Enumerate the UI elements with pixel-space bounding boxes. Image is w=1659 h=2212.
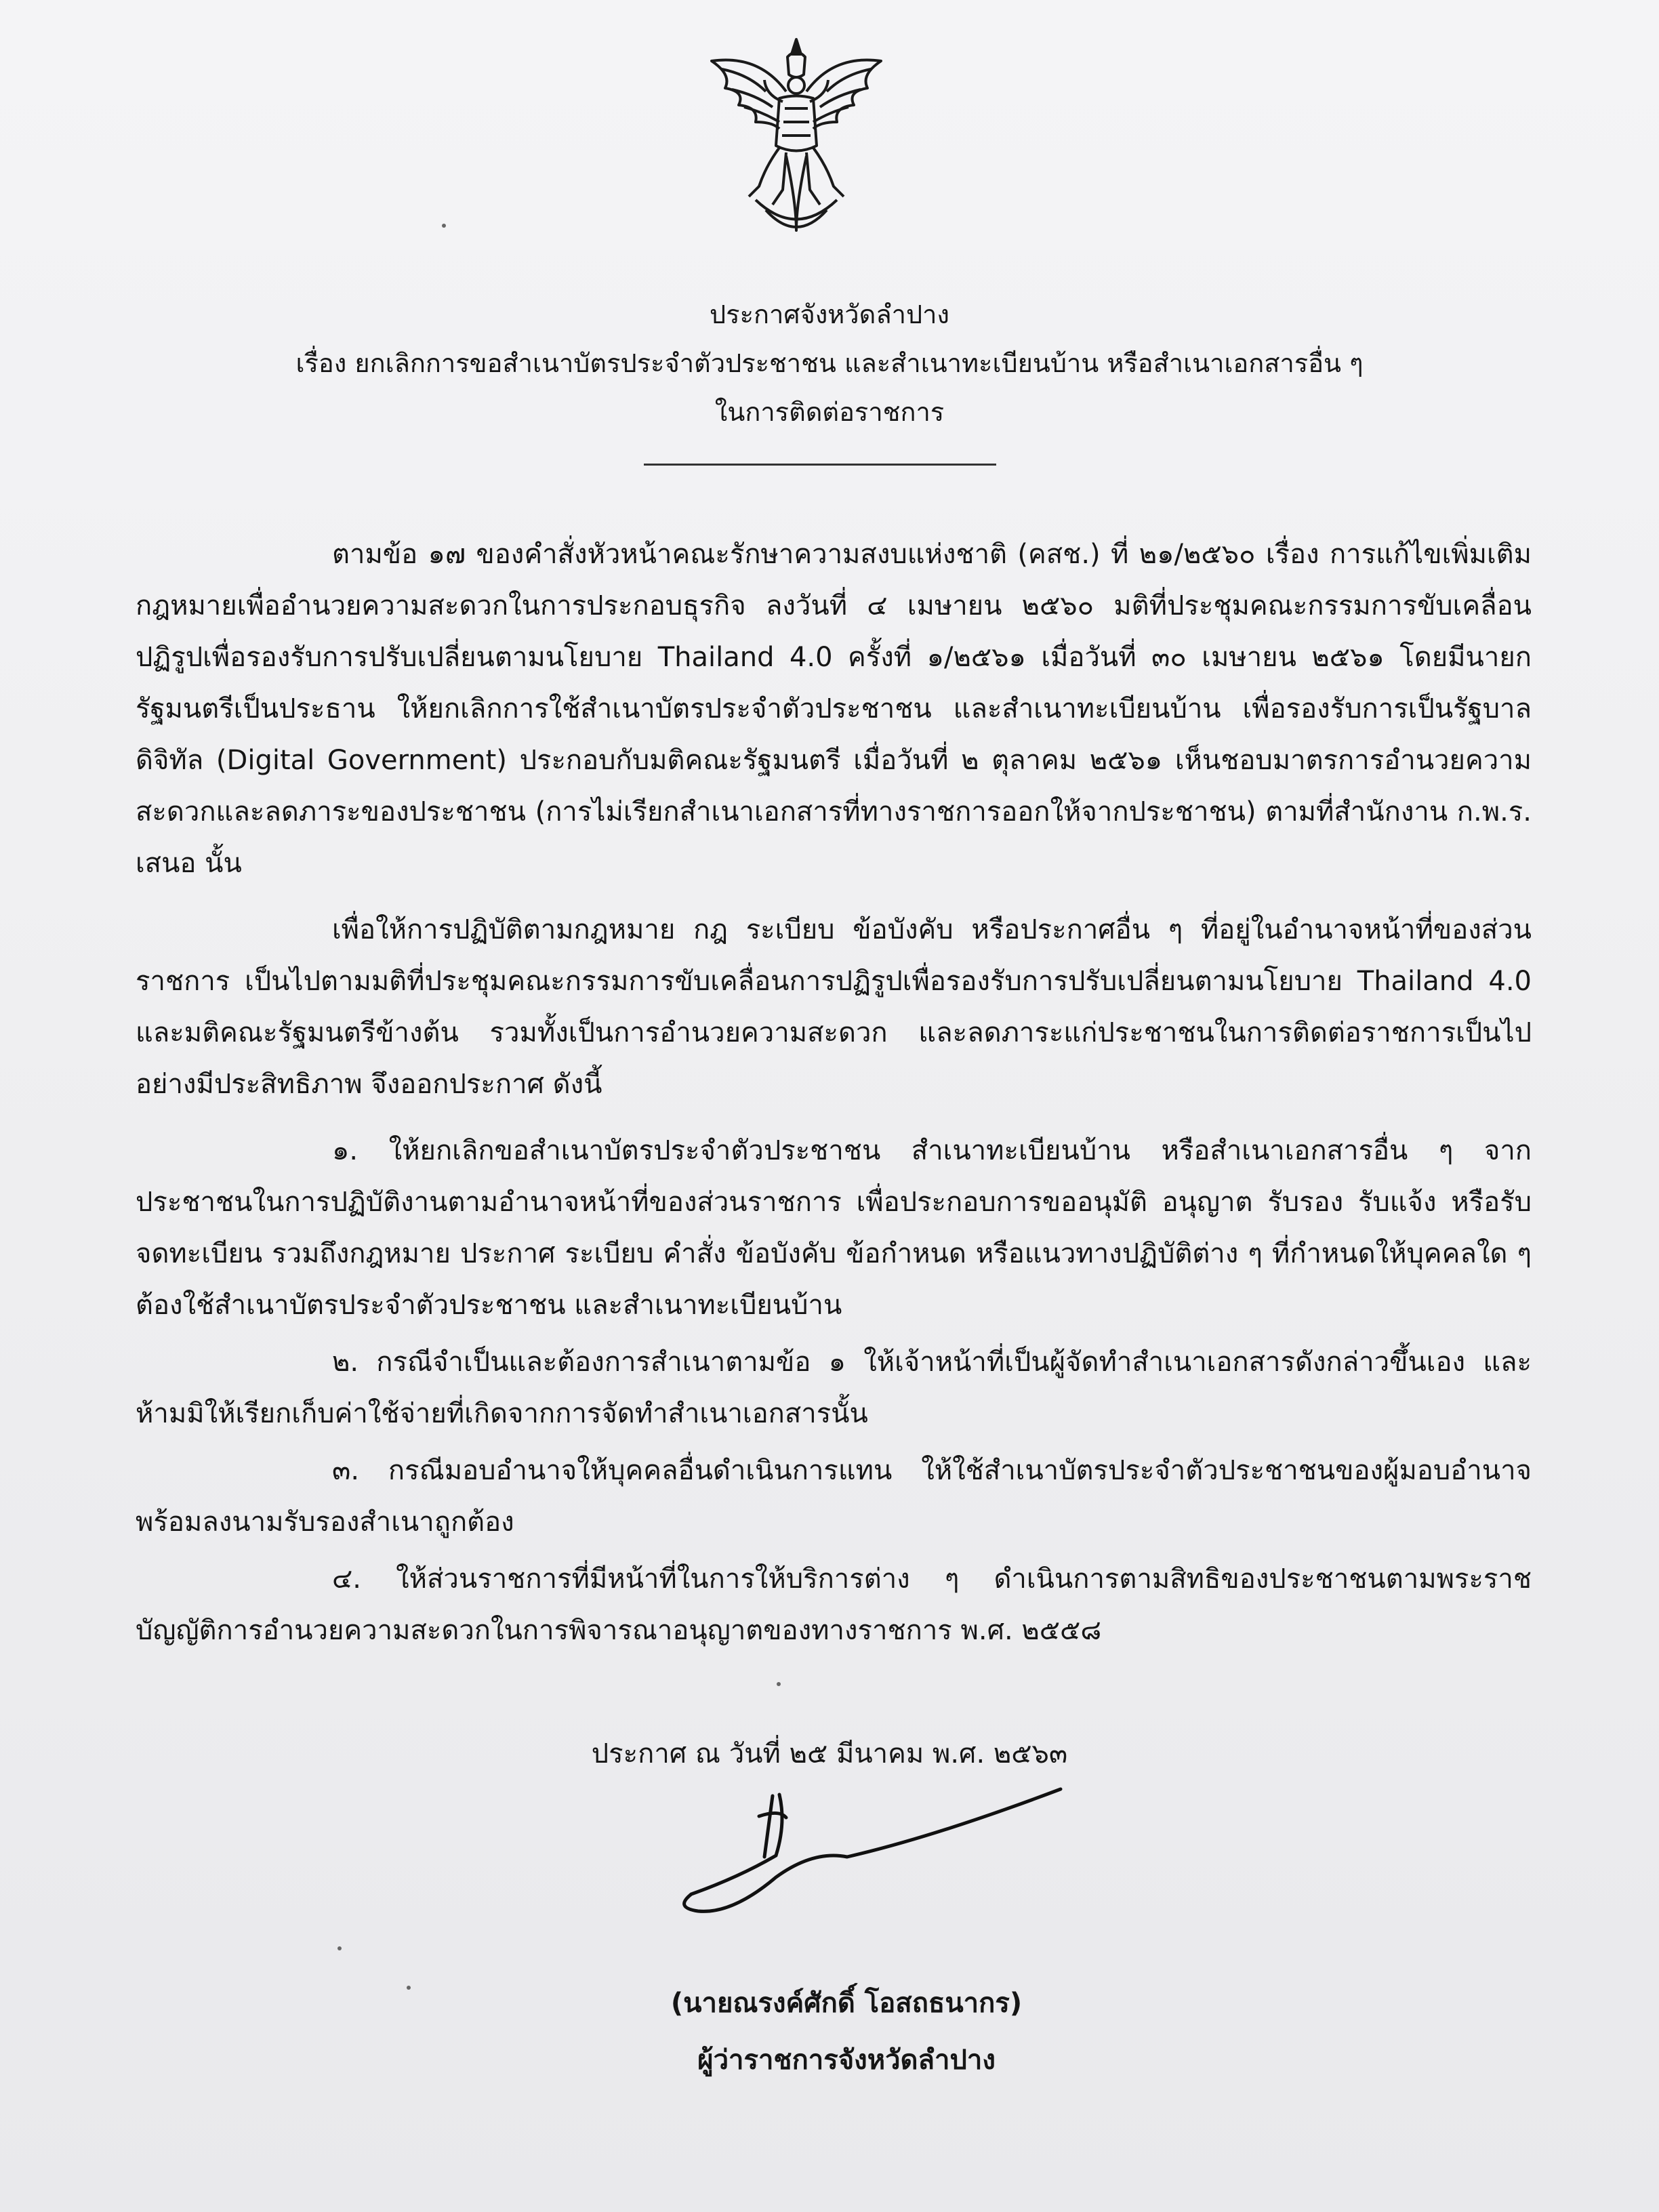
signature-mark (678, 1776, 1084, 1925)
paper-speck (337, 1946, 342, 1950)
list-item: ๓. กรณีมอบอำนาจให้บุคคลอื่นดำเนินการแทน ให้ใช้สำเนาบัตรประจำตัวประชาชนของผู้มอบอำนาจ พร้อมลงนามรับรองสำเนาถูกต้อง (136, 1455, 1532, 1538)
header-divider (644, 464, 996, 466)
list-item: ๔. ให้ส่วนราชการที่มีหน้าที่ในการให้บริการต่าง ๆ ดำเนินการตามสิทธิของประชาชนตามพระราชบัญญัติการอำนวยความสะดวกในการพิจารณาอนุญาตของทางราชการ พ.ศ. ๒๕๕๘ (136, 1563, 1532, 1646)
signer-position: ผู้ว่าราชการจังหวัดลำปาง (697, 2045, 996, 2076)
subject-line-2: ในการติดต่อราชการ (714, 397, 945, 427)
announcement-header (0, 290, 1659, 436)
subject-line-1: เรื่อง ยกเลิกการขอสำเนาบัตรประจำตัวประชาชน และสำเนาทะเบียนบ้าน หรือสำเนาเอกสารอื่น ๆ (295, 348, 1364, 378)
announcement-body (136, 529, 1532, 1662)
garuda-emblem-icon (684, 27, 908, 251)
issuer-title: ประกาศจังหวัดลำปาง (710, 300, 949, 329)
announcement-date: ประกาศ ณ วันที่ ๒๕ มีนาคม พ.ศ. ๒๕๖๓ (591, 1738, 1068, 1769)
paper-speck (777, 1682, 781, 1686)
list-item: ๒. กรณีจำเป็นและต้องการสำเนาตามข้อ ๑ ให้เจ้าหน้าที่เป็นผู้จัดทำสำเนาเอกสารดังกล่าวขึ้นเอง และห้ามมิให้เรียกเก็บค่าใช้จ่ายที่เกิดจากการจัดทำสำเนาเอกสารนั้น (136, 1347, 1532, 1429)
paragraph-preamble: ตามข้อ ๑๗ ของคำสั่งหัวหน้าคณะรักษาความสงบแห่งชาติ (คสช.) ที่ ๒๑/๒๕๖๐ เรื่อง การแก้ไขเพิ่มเติมกฎหมายเพื่ออำนวยความสะดวกในการประกอบธุรกิจ ลงวันที่ ๔ เมษายน ๒๕๖๐ มติที่ประชุมคณะกรรมการขับเคลื่อนปฏิรูปเพื่อรองรับการปรับเปลี่ยนตามนโยบาย Thailand 4.0 ครั้งที่ ๑/๒๕๖๑ เมื่อวันที่ ๓๐ เมษายน ๒๕๖๑ โดยมีนายกรัฐมนตรีเป็นประธาน ให้ยกเลิกการใช้สำเนาบัตรประจำตัวประชาชน และสำเนาทะเบียนบ้าน เพื่อรองรับการเป็นรัฐบาลดิจิทัล (Digital Government) ประกอบกับมติคณะรัฐมนตรี เมื่อวันที่ ๒ ตุลาคม ๒๕๖๑ เห็นชอบมาตรการอำนวยความสะดวกและลดภาระของประชาชน (การไม่เรียกสำเนาเอกสารที่ทางราชการออกให้จากประชาชน) ตามที่สำนักงาน ก.พ.ร. เสนอ นั้น (136, 539, 1532, 879)
paper-speck (442, 224, 446, 228)
list-item: ๑. ให้ยกเลิกขอสำเนาบัตรประจำตัวประชาชน สำเนาทะเบียนบ้าน หรือสำเนาเอกสารอื่น ๆ จากประชาชนในการปฏิบัติงานตามอำนาจหน้าที่ของส่วนราชการ เพื่อประกอบการขออนุมัติ อนุญาต รับรอง รับแจ้ง หรือรับจดทะเบียน รวมถึงกฎหมาย ประกาศ ระเบียบ คำสั่ง ข้อบังคับ ข้อกำหนด หรือแนวทางปฏิบัติต่าง ๆ ที่กำหนดให้บุคคลใด ๆ ต้องใช้สำเนาบัตรประจำตัวประชาชน และสำเนาทะเบียนบ้าน (136, 1135, 1532, 1321)
paper-speck (407, 1986, 411, 1990)
paragraph-purpose: เพื่อให้การปฏิบัติตามกฎหมาย กฎ ระเบียบ ข้อบังคับ หรือประกาศอื่น ๆ ที่อยู่ในอำนาจหน้าที่ของส่วนราชการ เป็นไปตามมติที่ประชุมคณะกรรมการขับเคลื่อนการปฏิรูปเพื่อรองรับการปรับเปลี่ยนตามนโยบาย Thailand 4.0 และมติคณะรัฐมนตรีข้างต้น รวมทั้งเป็นการอำนวยความสะดวก และลดภาระแก่ประชาชนในการติดต่อราชการเป็นไปอย่างมีประสิทธิภาพ จึงออกประกาศ ดังนี้ (136, 914, 1532, 1100)
signer-name: (นายณรงค์ศักดิ์ โอสถธนากร) (670, 1988, 1023, 2019)
